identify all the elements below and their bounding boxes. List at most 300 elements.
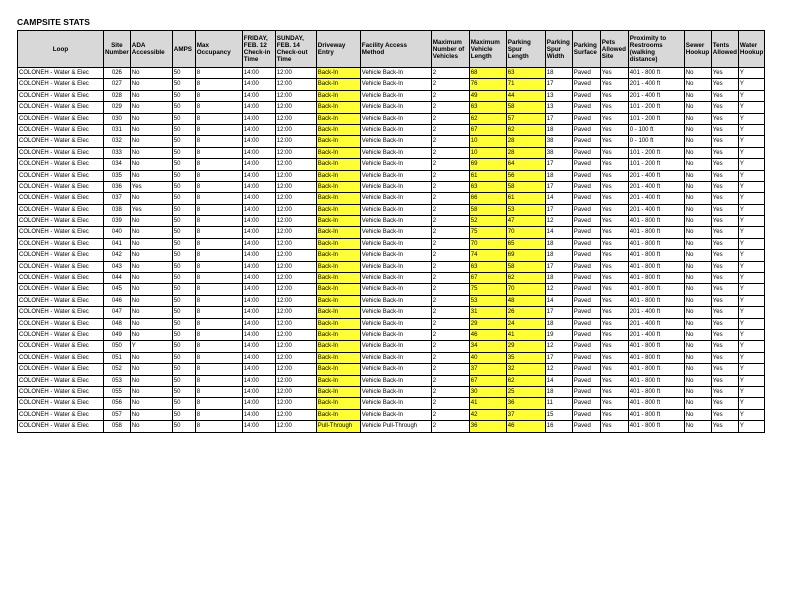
- cell-driveway-entry: Back-In: [316, 284, 360, 295]
- cell-access-method: Vehicle Back-In: [360, 284, 431, 295]
- cell-amps: 50: [172, 136, 195, 147]
- cell-max-occupancy: 8: [195, 124, 242, 135]
- cell-max-occupancy: 8: [195, 364, 242, 375]
- cell-sewer-hookup: No: [684, 273, 711, 284]
- cell-ada: No: [130, 227, 172, 238]
- cell-driveway-entry: Back-In: [316, 318, 360, 329]
- cell-amps: 50: [172, 90, 195, 101]
- cell-tents-allowed: Yes: [711, 375, 738, 386]
- table-row: [18, 307, 765, 318]
- cell-site-number: 048: [104, 318, 131, 329]
- cell-amps: 50: [172, 193, 195, 204]
- cell-restroom-proximity: 0 - 100 ft: [628, 136, 684, 147]
- column-header-site-number: Site Number: [104, 31, 131, 68]
- cell-water-hookup: Y: [738, 318, 764, 329]
- cell-restroom-proximity: 101 - 200 ft: [628, 147, 684, 158]
- cell-pets-allowed: Yes: [600, 68, 628, 79]
- cell-driveway-entry: Back-In: [316, 352, 360, 363]
- cell-sewer-hookup: No: [684, 90, 711, 101]
- cell-max-vehicles: 2: [431, 124, 469, 135]
- cell-ada: No: [130, 113, 172, 124]
- cell-spur-width: 14: [545, 375, 572, 386]
- cell-parking-surface: Paved: [572, 352, 600, 363]
- table-row: [18, 147, 765, 158]
- cell-spur-length: 29: [506, 341, 545, 352]
- cell-parking-surface: Paved: [572, 375, 600, 386]
- cell-checkin: 14:00: [242, 181, 275, 192]
- cell-loop: COLONEH - Water & Elec: [18, 159, 104, 170]
- cell-site-number: 050: [104, 341, 131, 352]
- cell-ada: Yes: [130, 204, 172, 215]
- cell-restroom-proximity: 401 - 800 ft: [628, 238, 684, 249]
- cell-amps: 50: [172, 386, 195, 397]
- cell-amps: 50: [172, 68, 195, 79]
- cell-max-occupancy: 8: [195, 421, 242, 432]
- cell-spur-width: 13: [545, 102, 572, 113]
- cell-parking-surface: Paved: [572, 193, 600, 204]
- cell-site-number: 053: [104, 375, 131, 386]
- cell-water-hookup: Y: [738, 364, 764, 375]
- cell-spur-width: 18: [545, 318, 572, 329]
- cell-parking-surface: Paved: [572, 238, 600, 249]
- cell-checkout: 12:00: [275, 68, 316, 79]
- cell-site-number: 031: [104, 124, 131, 135]
- cell-site-number: 043: [104, 261, 131, 272]
- cell-amps: 50: [172, 329, 195, 340]
- cell-loop: COLONEH - Water & Elec: [18, 68, 104, 79]
- cell-ada: No: [130, 307, 172, 318]
- cell-checkin: 14:00: [242, 375, 275, 386]
- cell-spur-length: 53: [506, 204, 545, 215]
- cell-loop: COLONEH - Water & Elec: [18, 409, 104, 420]
- cell-ada: No: [130, 421, 172, 432]
- cell-ada: No: [130, 409, 172, 420]
- cell-spur-width: 38: [545, 147, 572, 158]
- cell-pets-allowed: Yes: [600, 329, 628, 340]
- cell-loop: COLONEH - Water & Elec: [18, 136, 104, 147]
- cell-spur-length: 65: [506, 238, 545, 249]
- cell-max-occupancy: 8: [195, 216, 242, 227]
- cell-water-hookup: Y: [738, 147, 764, 158]
- cell-max-vehicle-length: 42: [469, 409, 506, 420]
- cell-water-hookup: Y: [738, 295, 764, 306]
- cell-water-hookup: Y: [738, 375, 764, 386]
- cell-tents-allowed: Yes: [711, 159, 738, 170]
- cell-checkin: 14:00: [242, 295, 275, 306]
- cell-sewer-hookup: No: [684, 375, 711, 386]
- cell-checkout: 12:00: [275, 124, 316, 135]
- cell-water-hookup: Y: [738, 79, 764, 90]
- cell-water-hookup: Y: [738, 204, 764, 215]
- cell-tents-allowed: Yes: [711, 79, 738, 90]
- cell-pets-allowed: Yes: [600, 421, 628, 432]
- cell-spur-length: 25: [506, 386, 545, 397]
- cell-parking-surface: Paved: [572, 295, 600, 306]
- cell-max-vehicles: 2: [431, 398, 469, 409]
- cell-pets-allowed: Yes: [600, 102, 628, 113]
- cell-site-number: 026: [104, 68, 131, 79]
- cell-loop: COLONEH - Water & Elec: [18, 261, 104, 272]
- cell-driveway-entry: Back-In: [316, 90, 360, 101]
- cell-loop: COLONEH - Water & Elec: [18, 102, 104, 113]
- cell-site-number: 039: [104, 216, 131, 227]
- column-header-water-hookup: Water Hookup: [738, 31, 764, 68]
- cell-restroom-proximity: 401 - 800 ft: [628, 341, 684, 352]
- cell-access-method: Vehicle Back-In: [360, 250, 431, 261]
- cell-checkout: 12:00: [275, 204, 316, 215]
- cell-restroom-proximity: 201 - 400 ft: [628, 204, 684, 215]
- cell-spur-width: 14: [545, 193, 572, 204]
- cell-water-hookup: Y: [738, 307, 764, 318]
- cell-sewer-hookup: No: [684, 386, 711, 397]
- cell-spur-width: 17: [545, 204, 572, 215]
- cell-checkout: 12:00: [275, 318, 316, 329]
- cell-max-vehicle-length: 76: [469, 79, 506, 90]
- cell-checkout: 12:00: [275, 181, 316, 192]
- cell-driveway-entry: Back-In: [316, 216, 360, 227]
- cell-tents-allowed: Yes: [711, 261, 738, 272]
- cell-pets-allowed: Yes: [600, 284, 628, 295]
- cell-max-occupancy: 8: [195, 250, 242, 261]
- cell-site-number: 028: [104, 90, 131, 101]
- cell-pets-allowed: Yes: [600, 204, 628, 215]
- cell-tents-allowed: Yes: [711, 68, 738, 79]
- cell-spur-width: 12: [545, 364, 572, 375]
- cell-spur-width: 12: [545, 216, 572, 227]
- cell-parking-surface: Paved: [572, 329, 600, 340]
- cell-restroom-proximity: 401 - 800 ft: [628, 68, 684, 79]
- cell-max-occupancy: 8: [195, 261, 242, 272]
- cell-driveway-entry: Back-In: [316, 250, 360, 261]
- cell-checkout: 12:00: [275, 307, 316, 318]
- cell-checkin: 14:00: [242, 250, 275, 261]
- cell-spur-width: 17: [545, 307, 572, 318]
- cell-sewer-hookup: No: [684, 329, 711, 340]
- cell-pets-allowed: Yes: [600, 295, 628, 306]
- cell-checkout: 12:00: [275, 102, 316, 113]
- cell-tents-allowed: Yes: [711, 124, 738, 135]
- cell-ada: No: [130, 318, 172, 329]
- cell-driveway-entry: Pull-Through: [316, 421, 360, 432]
- cell-access-method: Vehicle Back-In: [360, 364, 431, 375]
- cell-max-occupancy: 8: [195, 102, 242, 113]
- cell-amps: 50: [172, 227, 195, 238]
- cell-max-occupancy: 8: [195, 318, 242, 329]
- cell-amps: 50: [172, 273, 195, 284]
- cell-max-vehicle-length: 10: [469, 147, 506, 158]
- cell-amps: 50: [172, 147, 195, 158]
- cell-ada: No: [130, 273, 172, 284]
- table-row: [18, 273, 765, 284]
- cell-water-hookup: Y: [738, 386, 764, 397]
- cell-max-vehicles: 2: [431, 90, 469, 101]
- cell-max-vehicle-length: 67: [469, 124, 506, 135]
- cell-loop: COLONEH - Water & Elec: [18, 318, 104, 329]
- table-row: [18, 79, 765, 90]
- cell-access-method: Vehicle Back-In: [360, 341, 431, 352]
- cell-max-vehicle-length: 66: [469, 193, 506, 204]
- cell-tents-allowed: Yes: [711, 329, 738, 340]
- cell-amps: 50: [172, 409, 195, 420]
- cell-ada: No: [130, 295, 172, 306]
- cell-amps: 50: [172, 318, 195, 329]
- cell-max-vehicles: 2: [431, 193, 469, 204]
- cell-spur-width: 17: [545, 261, 572, 272]
- cell-parking-surface: Paved: [572, 227, 600, 238]
- cell-driveway-entry: Back-In: [316, 124, 360, 135]
- table-row: [18, 68, 765, 79]
- cell-ada: No: [130, 386, 172, 397]
- cell-max-vehicle-length: 29: [469, 318, 506, 329]
- cell-loop: COLONEH - Water & Elec: [18, 216, 104, 227]
- cell-max-vehicle-length: 63: [469, 102, 506, 113]
- column-header-pets-allowed: Pets Allowed Site: [600, 31, 628, 68]
- cell-restroom-proximity: 201 - 400 ft: [628, 79, 684, 90]
- cell-checkout: 12:00: [275, 159, 316, 170]
- cell-loop: COLONEH - Water & Elec: [18, 181, 104, 192]
- cell-ada: No: [130, 68, 172, 79]
- cell-driveway-entry: Back-In: [316, 68, 360, 79]
- cell-amps: 50: [172, 159, 195, 170]
- cell-spur-length: 28: [506, 147, 545, 158]
- cell-checkout: 12:00: [275, 398, 316, 409]
- cell-site-number: 045: [104, 284, 131, 295]
- cell-driveway-entry: Back-In: [316, 79, 360, 90]
- cell-sewer-hookup: No: [684, 181, 711, 192]
- cell-access-method: Vehicle Back-In: [360, 181, 431, 192]
- table-row: [18, 352, 765, 363]
- cell-parking-surface: Paved: [572, 159, 600, 170]
- table-row: [18, 364, 765, 375]
- cell-tents-allowed: Yes: [711, 386, 738, 397]
- cell-max-vehicle-length: 34: [469, 341, 506, 352]
- cell-ada: No: [130, 398, 172, 409]
- cell-parking-surface: Paved: [572, 307, 600, 318]
- cell-max-occupancy: 8: [195, 352, 242, 363]
- cell-checkout: 12:00: [275, 216, 316, 227]
- table-row: [18, 261, 765, 272]
- cell-spur-length: 71: [506, 79, 545, 90]
- cell-amps: 50: [172, 79, 195, 90]
- cell-driveway-entry: Back-In: [316, 136, 360, 147]
- column-header-amps: AMPS: [172, 31, 195, 68]
- cell-max-vehicle-length: 31: [469, 307, 506, 318]
- cell-max-vehicles: 2: [431, 284, 469, 295]
- cell-max-vehicle-length: 10: [469, 136, 506, 147]
- cell-site-number: 052: [104, 364, 131, 375]
- cell-pets-allowed: Yes: [600, 364, 628, 375]
- cell-max-occupancy: 8: [195, 170, 242, 181]
- cell-ada: No: [130, 90, 172, 101]
- cell-restroom-proximity: 401 - 800 ft: [628, 295, 684, 306]
- cell-amps: 50: [172, 398, 195, 409]
- table-row: [18, 181, 765, 192]
- cell-sewer-hookup: No: [684, 124, 711, 135]
- cell-pets-allowed: Yes: [600, 216, 628, 227]
- cell-site-number: 041: [104, 238, 131, 249]
- cell-spur-length: 37: [506, 409, 545, 420]
- cell-amps: 50: [172, 250, 195, 261]
- cell-water-hookup: Y: [738, 421, 764, 432]
- cell-sewer-hookup: No: [684, 193, 711, 204]
- cell-water-hookup: Y: [738, 113, 764, 124]
- cell-max-occupancy: 8: [195, 295, 242, 306]
- cell-spur-width: 12: [545, 341, 572, 352]
- cell-restroom-proximity: 401 - 800 ft: [628, 273, 684, 284]
- cell-checkin: 14:00: [242, 341, 275, 352]
- cell-sewer-hookup: No: [684, 295, 711, 306]
- cell-access-method: Vehicle Back-In: [360, 159, 431, 170]
- cell-driveway-entry: Back-In: [316, 329, 360, 340]
- cell-ada: No: [130, 352, 172, 363]
- cell-access-method: Vehicle Back-In: [360, 147, 431, 158]
- table-row: [18, 170, 765, 181]
- cell-max-vehicle-length: 37: [469, 364, 506, 375]
- cell-pets-allowed: Yes: [600, 318, 628, 329]
- cell-spur-length: 63: [506, 68, 545, 79]
- cell-driveway-entry: Back-In: [316, 181, 360, 192]
- cell-spur-width: 18: [545, 273, 572, 284]
- cell-spur-width: 18: [545, 386, 572, 397]
- table-row: [18, 421, 765, 432]
- cell-parking-surface: Paved: [572, 386, 600, 397]
- cell-pets-allowed: Yes: [600, 181, 628, 192]
- cell-site-number: 037: [104, 193, 131, 204]
- cell-max-vehicle-length: 63: [469, 181, 506, 192]
- cell-spur-length: 35: [506, 352, 545, 363]
- cell-checkout: 12:00: [275, 421, 316, 432]
- cell-sewer-hookup: No: [684, 364, 711, 375]
- cell-checkin: 14:00: [242, 102, 275, 113]
- cell-max-vehicles: 2: [431, 216, 469, 227]
- cell-ada: No: [130, 364, 172, 375]
- cell-water-hookup: Y: [738, 90, 764, 101]
- cell-access-method: Vehicle Back-In: [360, 68, 431, 79]
- cell-tents-allowed: Yes: [711, 147, 738, 158]
- cell-checkout: 12:00: [275, 136, 316, 147]
- cell-site-number: 030: [104, 113, 131, 124]
- cell-parking-surface: Paved: [572, 170, 600, 181]
- table-row: [18, 386, 765, 397]
- cell-access-method: Vehicle Back-In: [360, 273, 431, 284]
- cell-tents-allowed: Yes: [711, 181, 738, 192]
- cell-access-method: Vehicle Back-In: [360, 136, 431, 147]
- cell-checkin: 14:00: [242, 261, 275, 272]
- cell-spur-length: 70: [506, 284, 545, 295]
- cell-site-number: 027: [104, 79, 131, 90]
- cell-amps: 50: [172, 204, 195, 215]
- cell-checkin: 14:00: [242, 124, 275, 135]
- cell-parking-surface: Paved: [572, 68, 600, 79]
- cell-access-method: Vehicle Back-In: [360, 124, 431, 135]
- cell-water-hookup: Y: [738, 238, 764, 249]
- cell-restroom-proximity: 401 - 800 ft: [628, 421, 684, 432]
- cell-restroom-proximity: 401 - 800 ft: [628, 409, 684, 420]
- cell-loop: COLONEH - Water & Elec: [18, 204, 104, 215]
- cell-checkin: 14:00: [242, 352, 275, 363]
- cell-restroom-proximity: 401 - 800 ft: [628, 261, 684, 272]
- cell-water-hookup: Y: [738, 284, 764, 295]
- cell-max-vehicles: 2: [431, 307, 469, 318]
- cell-driveway-entry: Back-In: [316, 113, 360, 124]
- cell-access-method: Vehicle Back-In: [360, 307, 431, 318]
- cell-access-method: Vehicle Back-In: [360, 295, 431, 306]
- cell-driveway-entry: Back-In: [316, 261, 360, 272]
- cell-ada: No: [130, 193, 172, 204]
- cell-site-number: 042: [104, 250, 131, 261]
- cell-max-occupancy: 8: [195, 409, 242, 420]
- cell-max-vehicles: 2: [431, 79, 469, 90]
- cell-spur-width: 18: [545, 170, 572, 181]
- cell-max-occupancy: 8: [195, 136, 242, 147]
- cell-checkout: 12:00: [275, 341, 316, 352]
- cell-water-hookup: Y: [738, 124, 764, 135]
- cell-sewer-hookup: No: [684, 227, 711, 238]
- cell-ada: No: [130, 102, 172, 113]
- cell-spur-length: 46: [506, 421, 545, 432]
- cell-spur-width: 38: [545, 136, 572, 147]
- cell-spur-length: 62: [506, 375, 545, 386]
- cell-restroom-proximity: 401 - 800 ft: [628, 398, 684, 409]
- cell-parking-surface: Paved: [572, 341, 600, 352]
- cell-site-number: 047: [104, 307, 131, 318]
- cell-loop: COLONEH - Water & Elec: [18, 421, 104, 432]
- cell-spur-width: 18: [545, 238, 572, 249]
- cell-tents-allowed: Yes: [711, 102, 738, 113]
- cell-pets-allowed: Yes: [600, 159, 628, 170]
- cell-loop: COLONEH - Water & Elec: [18, 79, 104, 90]
- cell-sewer-hookup: No: [684, 341, 711, 352]
- column-header-checkin: FRIDAY, FEB. 12 Check-in Time: [242, 31, 275, 68]
- cell-max-occupancy: 8: [195, 398, 242, 409]
- table-row: [18, 284, 765, 295]
- cell-sewer-hookup: No: [684, 79, 711, 90]
- cell-sewer-hookup: No: [684, 421, 711, 432]
- cell-spur-length: 57: [506, 113, 545, 124]
- cell-ada: No: [130, 124, 172, 135]
- cell-pets-allowed: Yes: [600, 136, 628, 147]
- cell-checkin: 14:00: [242, 136, 275, 147]
- cell-spur-width: 12: [545, 284, 572, 295]
- cell-tents-allowed: Yes: [711, 113, 738, 124]
- cell-checkin: 14:00: [242, 386, 275, 397]
- cell-parking-surface: Paved: [572, 216, 600, 227]
- table-row: [18, 318, 765, 329]
- cell-loop: COLONEH - Water & Elec: [18, 170, 104, 181]
- cell-site-number: 058: [104, 421, 131, 432]
- cell-max-vehicles: 2: [431, 113, 469, 124]
- cell-spur-width: 17: [545, 113, 572, 124]
- cell-checkout: 12:00: [275, 386, 316, 397]
- cell-site-number: 032: [104, 136, 131, 147]
- cell-spur-width: 14: [545, 295, 572, 306]
- table-row: [18, 90, 765, 101]
- cell-pets-allowed: Yes: [600, 193, 628, 204]
- cell-max-vehicle-length: 63: [469, 261, 506, 272]
- cell-site-number: 034: [104, 159, 131, 170]
- cell-loop: COLONEH - Water & Elec: [18, 295, 104, 306]
- cell-checkout: 12:00: [275, 170, 316, 181]
- cell-parking-surface: Paved: [572, 250, 600, 261]
- cell-max-vehicle-length: 41: [469, 398, 506, 409]
- column-header-access-method: Facility Access Method: [360, 31, 431, 68]
- cell-sewer-hookup: No: [684, 147, 711, 158]
- cell-spur-length: 69: [506, 250, 545, 261]
- cell-sewer-hookup: No: [684, 216, 711, 227]
- cell-spur-length: 28: [506, 136, 545, 147]
- cell-checkout: 12:00: [275, 250, 316, 261]
- cell-water-hookup: Y: [738, 409, 764, 420]
